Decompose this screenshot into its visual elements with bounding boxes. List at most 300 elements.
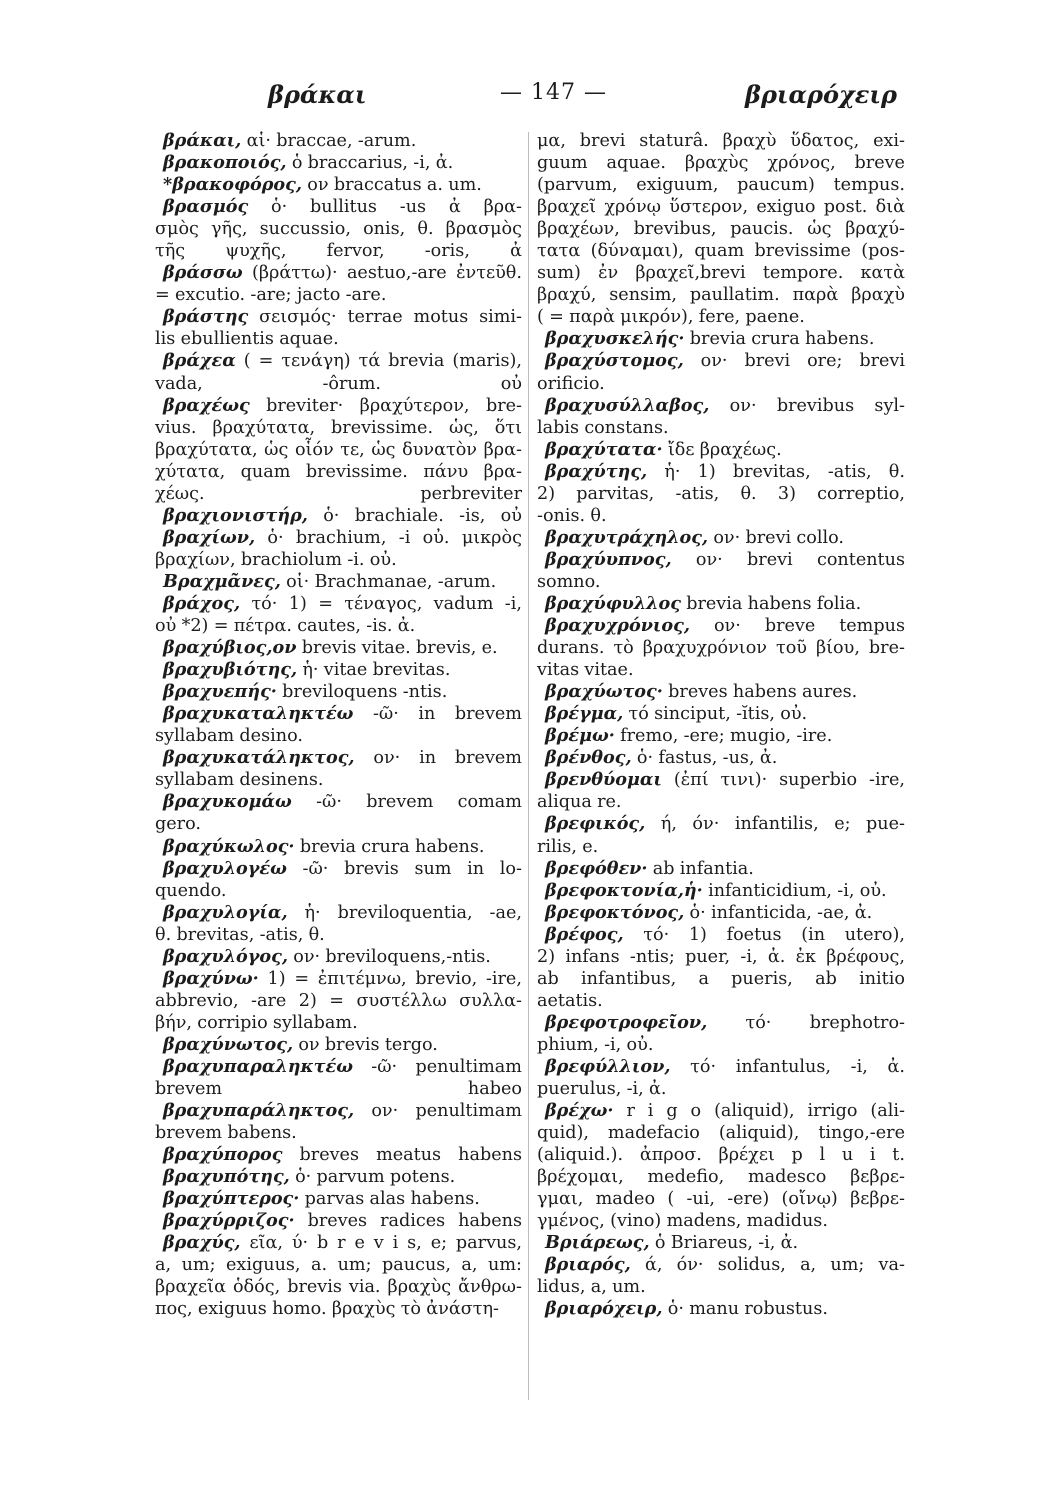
word: breves — [299, 1145, 359, 1166]
word: κατὰ — [860, 263, 905, 284]
word: βραχύβιος,ον — [163, 637, 297, 659]
word: τατα — [537, 241, 581, 262]
word: βραχέων, — [537, 219, 620, 240]
word: βρέχομαι, — [537, 1167, 624, 1188]
word: (ali- — [870, 1101, 905, 1122]
word: um: — [487, 1255, 522, 1276]
word: quendo. — [155, 880, 227, 901]
dictionary-line — [155, 725, 522, 747]
dictionary-line — [537, 1122, 905, 1144]
word: bre- — [485, 395, 522, 416]
word: labis — [537, 417, 580, 438]
word: βραχυκατάληκτος, — [163, 747, 355, 769]
word: um. — [612, 1277, 646, 1298]
word: βρέχω· — [545, 1100, 614, 1122]
word: εῖα, — [249, 1233, 283, 1254]
word: parvas — [304, 1189, 365, 1210]
dictionary-line — [537, 1034, 905, 1056]
word: ὡς — [264, 439, 289, 460]
word: mugio, — [729, 726, 792, 747]
word: -i, — [850, 1056, 868, 1077]
word: g — [666, 1101, 678, 1122]
word: sum — [414, 858, 452, 879]
word: Βριάρεως, — [545, 1232, 650, 1254]
dictionary-line — [155, 1056, 522, 1078]
dictionary-line — [155, 1298, 522, 1320]
word: a, — [590, 1277, 607, 1298]
dictionary-line — [537, 373, 905, 395]
word: Βραχμᾶνες, — [163, 570, 281, 592]
dictionary-line — [537, 791, 905, 813]
word: συλλα- — [459, 990, 522, 1011]
word: vitae — [323, 660, 368, 681]
word: -ntis; — [629, 946, 675, 967]
word: ἀ. — [854, 902, 873, 923]
word: brevi — [747, 549, 793, 570]
word: solidus, — [717, 1255, 786, 1276]
word: breviloquens — [282, 682, 398, 703]
word: brevis — [324, 1034, 380, 1055]
word: a. — [426, 175, 443, 196]
word: ab — [537, 968, 559, 989]
word: robustus. — [744, 1299, 828, 1320]
word: ὁ· — [295, 1167, 312, 1188]
word: -ῶ· — [372, 704, 399, 725]
dictionary-line — [155, 858, 522, 880]
dictionary-line — [155, 174, 522, 196]
dictionary-line — [155, 902, 522, 924]
word: βριαρόχειρ, — [545, 1298, 663, 1320]
dictionary-line — [155, 1078, 522, 1100]
word: = — [549, 307, 564, 328]
word: σμὸς — [155, 219, 199, 240]
word: vius. — [155, 417, 197, 438]
word: constans. — [584, 417, 669, 438]
dictionary-line — [537, 152, 905, 174]
dictionary-line — [155, 769, 522, 791]
dictionary-line — [155, 196, 522, 218]
word: -ôrum. — [322, 373, 382, 394]
dictionary-line — [537, 240, 905, 262]
word: u — [841, 1145, 854, 1166]
word: -i. — [347, 549, 365, 570]
word: μικρόν), — [620, 307, 694, 328]
dictionary-line — [537, 1166, 905, 1188]
word: -i — [398, 527, 411, 548]
word: βρενθύομαι — [545, 769, 662, 791]
dictionary-line — [155, 703, 522, 725]
word: babens. — [227, 1123, 297, 1144]
word: βράχεα — [163, 350, 236, 372]
word: (pos- — [861, 241, 905, 262]
word: ὁδός, — [232, 1277, 281, 1298]
word: βρασμός — [163, 196, 249, 218]
word: ον· — [713, 527, 741, 548]
dictionary-line — [155, 130, 522, 152]
dictionary-line — [155, 1122, 522, 1144]
word: βρεφικός, — [545, 813, 646, 835]
dictionary-line — [537, 968, 905, 990]
word: -i, — [413, 153, 431, 174]
word: vitae. — [584, 660, 634, 681]
word: i — [869, 1145, 876, 1166]
word: initio — [859, 968, 905, 989]
word: aures. — [802, 682, 858, 703]
word: um; — [830, 1255, 865, 1276]
word: bre- — [868, 638, 905, 659]
word: braccae, — [276, 131, 353, 151]
word: syllabam — [155, 770, 235, 791]
word: βραχὺ — [722, 131, 777, 151]
word: βραχύτατα, — [212, 417, 316, 438]
word: -ere; — [683, 726, 725, 747]
word: aquae. — [279, 329, 339, 350]
dictionary-line — [155, 306, 522, 328]
word: brevis — [301, 638, 357, 659]
word: ον· — [700, 351, 728, 372]
word: -i, — [604, 1034, 622, 1055]
word: παρὰ — [792, 285, 839, 306]
word: βραχύωτος· — [545, 681, 663, 703]
word: 3) — [777, 483, 796, 504]
word: διὰ — [875, 197, 905, 218]
word: 1) — [688, 924, 707, 945]
dictionary-line — [537, 813, 905, 835]
word: corripio — [197, 1012, 268, 1033]
word: e; — [834, 814, 851, 835]
dictionary-line — [155, 1012, 522, 1034]
word: pue- — [866, 814, 905, 835]
word: βρα- — [483, 461, 522, 482]
dictionary-line — [537, 681, 905, 703]
word: brevia — [388, 351, 445, 372]
dictionary-line — [537, 328, 905, 350]
dictionary-line — [155, 571, 522, 593]
word: ὁ· — [689, 902, 706, 923]
dictionary-line — [537, 1232, 905, 1254]
dictionary-line — [155, 659, 522, 681]
word: 1) — [697, 461, 716, 482]
word: um; — [181, 1255, 216, 1276]
dictionary-line — [155, 791, 522, 813]
dictionary-line — [155, 152, 522, 174]
word: βραχεῖα — [155, 1277, 226, 1298]
dictionary-line — [537, 747, 905, 769]
word: οὐ — [155, 616, 177, 637]
word: βραχύ- — [845, 219, 905, 240]
word: βραχυπαραληκτέω — [163, 1055, 353, 1077]
word: a, — [800, 1255, 817, 1276]
dictionary-line — [537, 1100, 905, 1122]
word: e; — [430, 1233, 448, 1254]
word: exi- — [873, 131, 905, 151]
word: βραχυλόγος, — [163, 945, 288, 967]
word: aquae. — [606, 153, 667, 174]
word: brevia — [689, 329, 746, 350]
word: t. — [892, 1145, 905, 1166]
word: βραχυτράχηλος, — [545, 526, 709, 548]
word: e — [354, 1233, 365, 1254]
word: βρα- — [483, 197, 522, 218]
word: οὐ. — [859, 880, 887, 901]
dictionary-line — [537, 461, 905, 483]
word: -ui, — [686, 1189, 715, 1210]
word: βρεφοτροφεῖον, — [545, 1011, 708, 1033]
word: crura — [361, 836, 410, 857]
dictionary-line — [155, 1210, 522, 1232]
word: τό· — [690, 1056, 717, 1077]
word: ἀ. — [887, 1056, 905, 1077]
word: -ire, — [869, 770, 905, 791]
dictionary-line — [155, 747, 522, 769]
word: lo- — [499, 858, 522, 879]
word: -ntis. — [402, 682, 448, 703]
word: βραχύστομος, — [545, 350, 684, 372]
dictionary-line — [537, 725, 905, 747]
word: braccarius, — [307, 153, 409, 174]
word: βραχύυπνος, — [545, 548, 672, 570]
dictionary-line — [155, 637, 522, 659]
word: βρέφους, — [826, 946, 905, 967]
dictionary-line — [537, 262, 905, 284]
word: βραχυκαταληκτέω — [163, 703, 354, 725]
word: brevitas, — [176, 924, 255, 945]
word: βραχεῖ — [537, 197, 597, 218]
word: ἐκ — [795, 946, 816, 967]
word: πος, — [155, 1299, 193, 1320]
word: βραχυπαράληκτος, — [163, 1100, 355, 1122]
word: madidus. — [746, 1211, 828, 1232]
word: = — [294, 968, 310, 989]
dictionary-line — [537, 924, 905, 946]
dictionary-line — [537, 880, 905, 902]
word: ὁ· — [323, 505, 340, 526]
word: syl- — [874, 395, 905, 416]
word: brevem — [454, 704, 522, 725]
word: ἡ· — [664, 461, 681, 482]
word: ἐντεῦθ. — [456, 263, 522, 284]
word: βρεφύλλιον, — [545, 1055, 671, 1077]
word: b — [317, 1233, 329, 1254]
word: (βράττω)· — [252, 263, 338, 284]
word: (aliquid.). — [537, 1145, 624, 1166]
word: collo. — [796, 527, 844, 548]
word: brephotro- — [809, 1012, 905, 1033]
dictionary-line — [537, 703, 905, 725]
word: θ. — [417, 219, 434, 240]
word: meatus — [376, 1145, 442, 1166]
word: βράκαι, — [163, 130, 242, 151]
word: βραχύ, — [537, 285, 597, 306]
dictionary-line — [155, 373, 522, 395]
word: ά, — [644, 1255, 663, 1276]
dictionary-line — [155, 328, 522, 350]
word: post. — [823, 197, 868, 218]
dictionary-line — [155, 880, 522, 902]
word: -ae, — [817, 902, 850, 923]
word: βραχυσύλλαβος, — [545, 394, 710, 416]
word: tergo. — [384, 1034, 438, 1055]
word: ἀ. — [780, 1233, 799, 1254]
word: βραχὺ — [851, 285, 905, 306]
word: (parvum, — [537, 175, 618, 196]
word: -arum. — [437, 571, 497, 592]
word: quid), — [537, 1123, 589, 1144]
word: tempus. — [833, 175, 905, 196]
word: via. — [348, 1277, 381, 1298]
word: = — [213, 616, 229, 637]
word: βραχύτερον, — [359, 395, 470, 416]
word: sinciput, — [654, 704, 731, 725]
word: ἐν — [598, 263, 619, 284]
word: = — [329, 990, 345, 1011]
word: ἀπροσ. — [639, 1145, 702, 1166]
word: parvum — [316, 1167, 385, 1188]
word: -ire, — [485, 968, 522, 989]
word: 2) — [298, 990, 317, 1011]
word: e. — [582, 836, 599, 857]
word: βραχυπότης, — [163, 1166, 290, 1188]
word: syllabam — [155, 726, 235, 747]
word: penultimam — [415, 1056, 522, 1077]
word: a. — [311, 1255, 328, 1276]
word: pueris, — [731, 968, 793, 989]
word: βραχύφυλλος — [545, 592, 681, 614]
dictionary-line — [537, 218, 905, 240]
word: ὁ — [654, 1233, 666, 1254]
word: χρόνῳ — [604, 197, 661, 218]
word: τό· — [643, 924, 670, 945]
word: -i, — [837, 880, 855, 901]
word: (οἴνῳ) — [781, 1189, 838, 1210]
word: ἴδε — [667, 439, 695, 460]
dictionary-line — [537, 439, 905, 461]
word: habens — [458, 1145, 522, 1166]
word: ὡς, — [449, 417, 479, 438]
word: βραχύπορος — [163, 1144, 283, 1166]
word: βραχὺς — [387, 1277, 452, 1298]
word: brevi — [579, 131, 626, 151]
word: τενάγη) — [281, 351, 351, 372]
word: βραχὺς — [331, 1299, 396, 1320]
word: breves — [668, 682, 728, 703]
word: τό — [628, 704, 649, 725]
word: ἄνθρω- — [458, 1277, 522, 1298]
word: succussio, — [259, 219, 351, 240]
word: brachiale. — [354, 505, 444, 526]
word: brevio, — [415, 968, 478, 989]
dictionary-line — [155, 615, 522, 637]
dictionary-line — [537, 527, 905, 549]
word: βρακοποιός, — [163, 152, 287, 174]
word: αἱ· — [246, 131, 271, 151]
word: correptio, — [817, 483, 905, 504]
word: foetus — [726, 924, 782, 945]
word: ον· — [373, 748, 401, 769]
word: infantilis, — [734, 814, 819, 835]
word: tempus — [839, 616, 905, 637]
dictionary-line — [155, 1254, 522, 1276]
word: οὐ — [500, 505, 522, 526]
word: βραχύτατα, — [155, 439, 258, 460]
word: habeo — [467, 1079, 522, 1100]
dictionary-line — [155, 1232, 522, 1254]
dictionary-line — [155, 681, 522, 703]
word: βραχυλογέω — [163, 857, 287, 879]
dictionary-line — [155, 549, 522, 571]
word: βρέγμα, — [545, 703, 624, 725]
dictionary-line — [155, 461, 522, 483]
word: ἀ. — [435, 153, 454, 174]
word: = — [258, 351, 274, 372]
dictionary-line — [537, 593, 905, 615]
word: βραχέως. — [699, 439, 782, 460]
word: -are — [251, 990, 287, 1011]
word: folia. — [816, 593, 862, 614]
word: alas — [369, 1189, 406, 1210]
word: βραχυεπής· — [163, 681, 277, 703]
word: οὐ. — [369, 549, 397, 570]
column-divider — [528, 132, 529, 1400]
dictionary-line — [537, 990, 905, 1012]
dictionary-line — [537, 395, 905, 417]
word: fastus, — [658, 748, 718, 769]
word: 2) — [537, 483, 556, 504]
word: βραχεῖ,brevi — [635, 263, 746, 284]
dictionary-line — [537, 1144, 905, 1166]
word: βραχίων, — [155, 549, 236, 570]
word: βίου, — [815, 638, 860, 659]
word: βραχύκωλος· — [163, 835, 295, 857]
dictionary-line — [537, 1276, 905, 1298]
word: ab — [815, 968, 837, 989]
word: -atis, — [675, 483, 720, 504]
word: vitae. — [361, 638, 411, 659]
word: habens — [458, 1211, 522, 1232]
word: βραχὺς — [684, 153, 749, 174]
dictionary-line — [155, 990, 522, 1012]
word: habens — [732, 682, 797, 703]
word: fremo, — [620, 726, 679, 747]
word: desino. — [239, 726, 303, 747]
page-number: — 147 — — [500, 80, 607, 105]
dictionary-line — [537, 1188, 905, 1210]
word: ὁ· — [667, 1299, 684, 1320]
word: brevissime. — [331, 417, 434, 438]
word: οἷόν — [294, 439, 334, 460]
word: ὡς — [807, 219, 832, 240]
dictionary-line — [155, 813, 522, 835]
word: σεισμός· — [259, 307, 337, 328]
word: τὸ — [613, 638, 634, 659]
word: breve — [764, 616, 816, 637]
word: πέτρα. — [233, 616, 292, 637]
word: ον — [307, 175, 329, 196]
word: χέως. — [155, 483, 205, 504]
word: συστέλλω — [356, 990, 447, 1011]
word: -are; — [250, 285, 292, 306]
dictionary-line — [537, 1078, 905, 1100]
word: τοῦ — [775, 638, 807, 659]
word: -i, — [740, 946, 758, 967]
word: = — [155, 285, 170, 306]
word: habens — [747, 593, 812, 614]
word: cautes, — [297, 616, 361, 637]
dictionary-line — [155, 240, 522, 262]
word: in — [418, 704, 436, 725]
word: ἀ. — [767, 946, 786, 967]
word: (vino) — [610, 1211, 662, 1232]
